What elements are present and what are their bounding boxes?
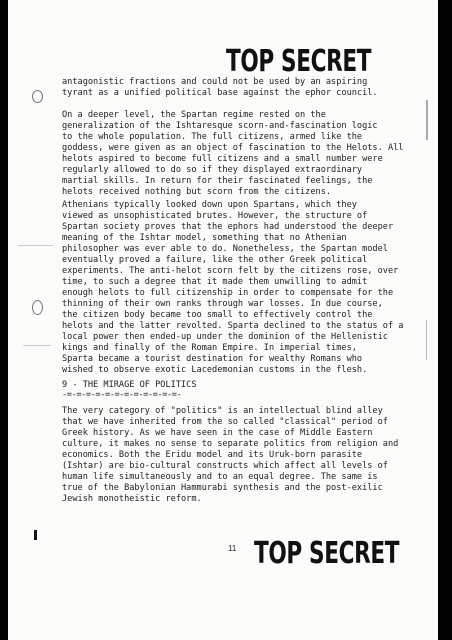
paragraph-4: The very category of "politics" is an intellectual blind alley that we have inherited from the so called "classical" period of Greek history. As we have seen in the case of Middle Eastern culture, it makes no sense to separate politics from religion and economics. Both the Eridu model and its Uruk-born parasite (Ishtar) are bio-cultural constructs which affect all levels of human life simultaneously and to an equal degree. The same is true of the Babylonian Hammurabi synthesis and the post-exilic Jewish monotheistic reform.	[62, 406, 399, 504]
paragraph-3: Athenians typically looked down upon Spartans, which they viewed as unsophisticated brutes. However, the structure of Spartan society proves that the ephors had understood the deeper meaning of the Ishtar model, something that no Athenian philosopher was ever able to do. Nonetheless, the Spartan model eventually proved a failure, like the other Greek political experiments. The anti-helot scorn felt by the citizens rose, over time, to such a degree that it made them unwilling to admit enough helots to full citizenship in order to compensate for the thinning of their own ranks through war losses. In due course, the citizen body became too small to effectively control the helots and the latter revolted. Sparta declined to the status of a local power then ended-up under the dominion of the Hellenistic kings and finally of the Roman Empire. In imperial times, Sparta became a tourist destination for wealthy Romans who wished to observe exotic Lacedemonian customs in the flesh.	[62, 200, 404, 375]
page-number: 11	[228, 544, 237, 553]
binder-hole-icon	[32, 90, 43, 103]
scan-mark	[426, 320, 427, 360]
binder-hole-icon	[32, 300, 43, 315]
paragraph-2: On a deeper level, the Spartan regime rested on the generalization of the Ishtaresque scorn-and-fascination logic to the whole population. The full citizens, armed like the goddess, were given as an object of fascination to the Helots. All helots aspired to become full citizens and a small number were regularly allowed to do so if they displayed extraordinary martial skills. In return for their fascinated feelings, the helots received nothing but scorn from the citizens.	[62, 110, 404, 197]
scan-mark	[18, 245, 53, 246]
scan-mark	[34, 530, 37, 540]
top-secret-stamp-bottom: TOP SECRET	[254, 536, 400, 571]
document-page	[8, 0, 438, 640]
section-heading-underline: -=-=-=-=-=-=-=-=-=-=-=-=-	[62, 390, 182, 400]
paragraph-1: antagonistic fractions and could not be used by an aspiring tyrant as a unified political base against the ephor council.	[62, 77, 378, 98]
section-heading: 9 - THE MIRAGE OF POLITICS	[62, 380, 197, 390]
scan-mark	[23, 345, 51, 346]
top-secret-stamp-top: TOP SECRET	[226, 44, 372, 79]
scan-mark	[426, 100, 428, 140]
